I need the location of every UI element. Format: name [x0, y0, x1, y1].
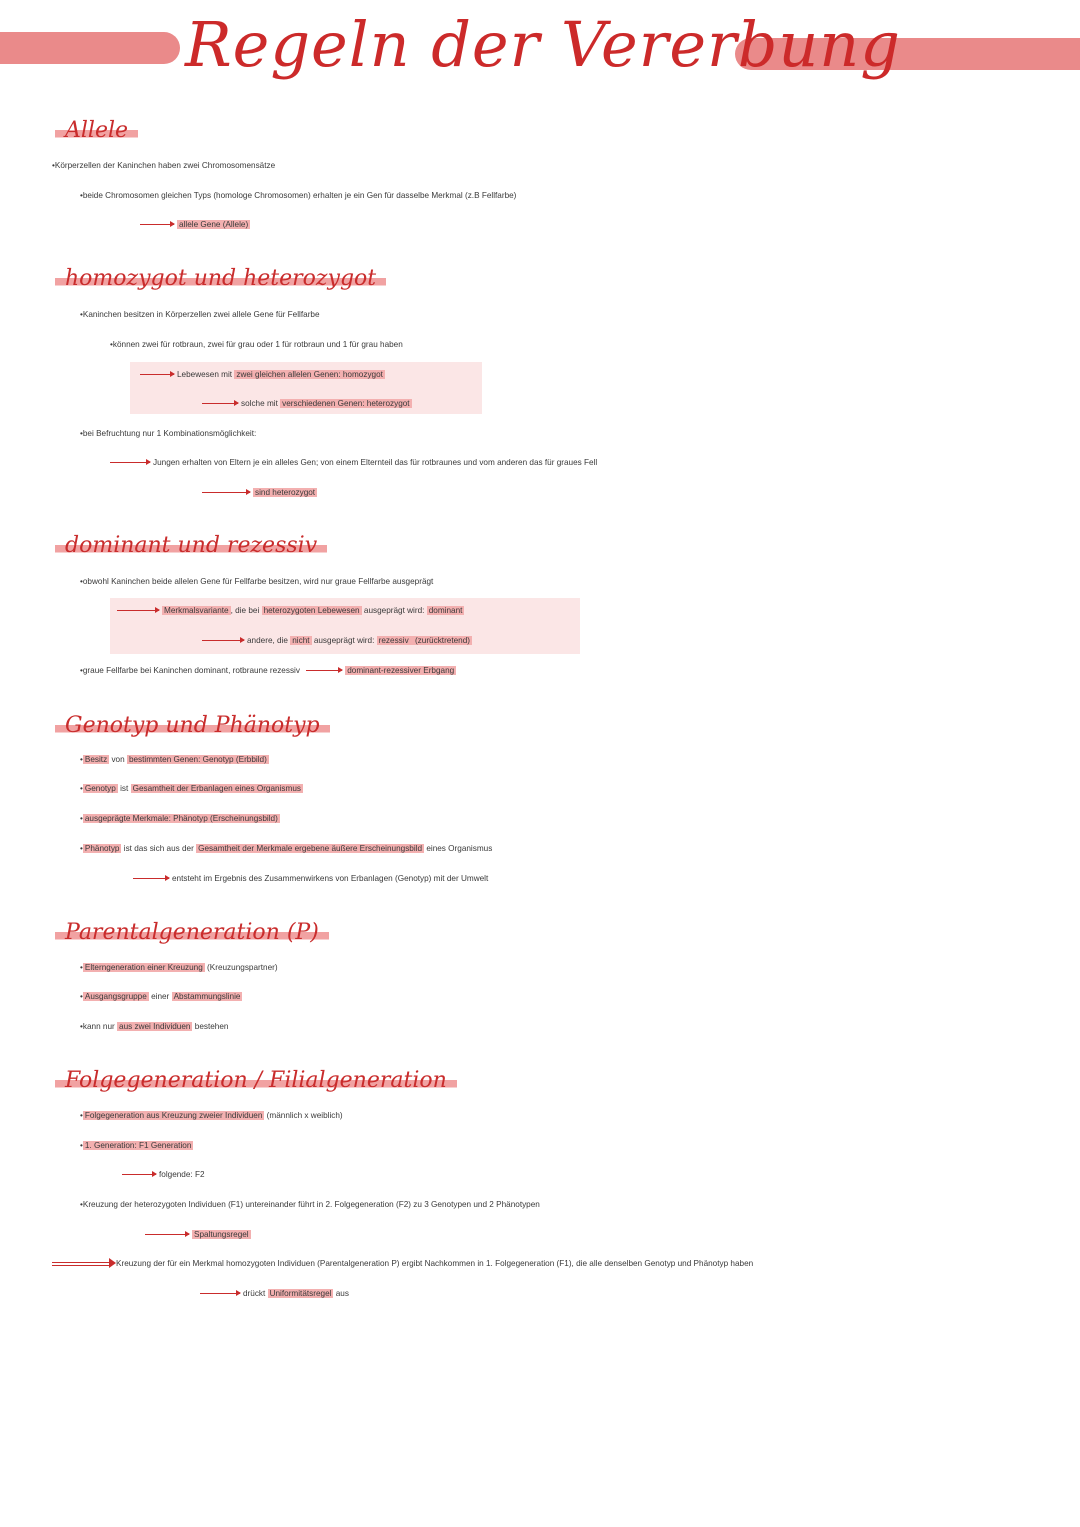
arrow-icon — [110, 462, 150, 463]
arrow-icon — [202, 492, 250, 493]
filial-line-4: •Kreuzung der heterozygoten Individuen (F1) untereinander führt in 2. Folgegeneration (F2) zu 3 Genotypen und 2 Phänotypen — [80, 1200, 540, 1209]
page-title: Regeln der Vererbung — [185, 8, 901, 81]
geno-line-4: • Phänotyp ist das sich aus der Gesamtheit der Merkmale ergebene äußere Erscheinungsbild eines Organismus — [80, 844, 493, 853]
heading-filialgeneration: Folgegeneration / Filialgeneration — [55, 1068, 457, 1095]
geno-line-3: • ausgeprägte Merkmale: Phänotyp (Erscheinungsbild) — [80, 814, 278, 823]
homo-line-3: Lebewesen mit zwei gleichen allelen Genen: homozygot — [140, 369, 385, 381]
arrow-icon — [122, 1174, 156, 1175]
homo-line-7: sind heterozygot — [202, 487, 317, 499]
dominant-line-1: •obwohl Kaninchen beide allelen Gene für Fellfarbe besitzen, wird nur graue Fellfarbe ausgeprägt — [80, 577, 434, 586]
filial-line-5: Spaltungsregel — [145, 1229, 251, 1241]
heading-parentalgeneration: Parentalgeneration (P) — [55, 920, 329, 947]
arrow-icon — [202, 403, 238, 404]
heading-dominant: dominant und rezessiv — [55, 533, 327, 560]
filial-line-2: • 1. Generation: F1 Generation — [80, 1141, 192, 1150]
arrow-icon — [133, 878, 169, 879]
double-arrow-icon — [52, 1262, 112, 1266]
homo-line-2: •können zwei für rotbraun, zwei für grau oder 1 für rotbraun und 1 für grau haben — [110, 340, 403, 349]
parental-line-2: • Ausgangsgruppe einer Abstammungslinie — [80, 992, 241, 1001]
arrow-icon — [140, 224, 174, 225]
filial-line-6: Kreuzung der für ein Merkmal homozygoten Individuen (Parentalgeneration P) ergibt Nachkommen in 1. Folgegeneration (F1), die alle denselben Genotyp und Phänotyp haben — [52, 1258, 753, 1270]
arrow-icon — [145, 1234, 189, 1235]
geno-line-5: entsteht im Ergebnis des Zusammenwirkens von Erbanlagen (Genotyp) mit der Umwelt — [133, 873, 488, 885]
homo-line-1: •Kaninchen besitzen in Körperzellen zwei allele Gene für Fellfarbe — [80, 310, 320, 319]
parental-line-1: • Elterngeneration einer Kreuzung (Kreuzungspartner) — [80, 963, 278, 972]
parental-line-3: •kann nur aus zwei Individuen bestehen — [80, 1022, 229, 1031]
homo-line-4: solche mit verschiedenen Genen: heterozygot — [202, 398, 412, 410]
arrow-icon — [200, 1293, 240, 1294]
allele-line-3: allele Gene (Allele) — [140, 219, 250, 231]
heading-allele: Allele — [55, 118, 138, 145]
dominant-line-4: •graue Fellfarbe bei Kaninchen dominant, rotbraune rezessiv dominant-rezessiver Erbgang — [80, 666, 455, 675]
geno-line-2: • Genotyp ist Gesamtheit der Erbanlagen eines Organismus — [80, 784, 301, 793]
allele-line-2: •beide Chromosomen gleichen Typs (homologe Chromosomen) erhalten je ein Gen für dasselbe Merkmal (z.B Fellfarbe) — [80, 191, 517, 200]
arrow-icon — [117, 610, 159, 611]
filial-line-7: drückt Uniformitätsregel aus — [200, 1288, 349, 1300]
arrow-icon — [306, 670, 342, 671]
heading-homozygot: homozygot und heterozygot — [55, 266, 386, 293]
arrow-icon — [140, 374, 174, 375]
geno-line-1: • Besitz von bestimmten Genen: Genotyp (Erbbild) — [80, 755, 267, 764]
homo-line-6: Jungen erhalten von Eltern je ein alleles Gen; von einem Elternteil das für rotbraunes und vom anderen das für graues Fell — [110, 457, 597, 469]
filial-line-3: folgende: F2 — [122, 1169, 205, 1181]
dominant-line-3: andere, die nicht ausgeprägt wird: rezessiv (zurücktretend) — [202, 635, 472, 647]
dominant-line-2: Merkmalsvariante , die bei heterozygoten Lebewesen ausgeprägt wird: dominant — [117, 605, 464, 617]
allele-line-1: •Körperzellen der Kaninchen haben zwei Chromosomensätze — [52, 161, 276, 170]
homo-line-5: •bei Befruchtung nur 1 Kombinationsmöglichkeit: — [80, 429, 257, 438]
heading-genotyp: Genotyp und Phänotyp — [55, 713, 330, 740]
title-bar-left — [0, 32, 180, 64]
filial-line-1: • Folgegeneration aus Kreuzung zweier Individuen (männlich x weiblich) — [80, 1111, 343, 1120]
arrow-icon — [202, 640, 244, 641]
